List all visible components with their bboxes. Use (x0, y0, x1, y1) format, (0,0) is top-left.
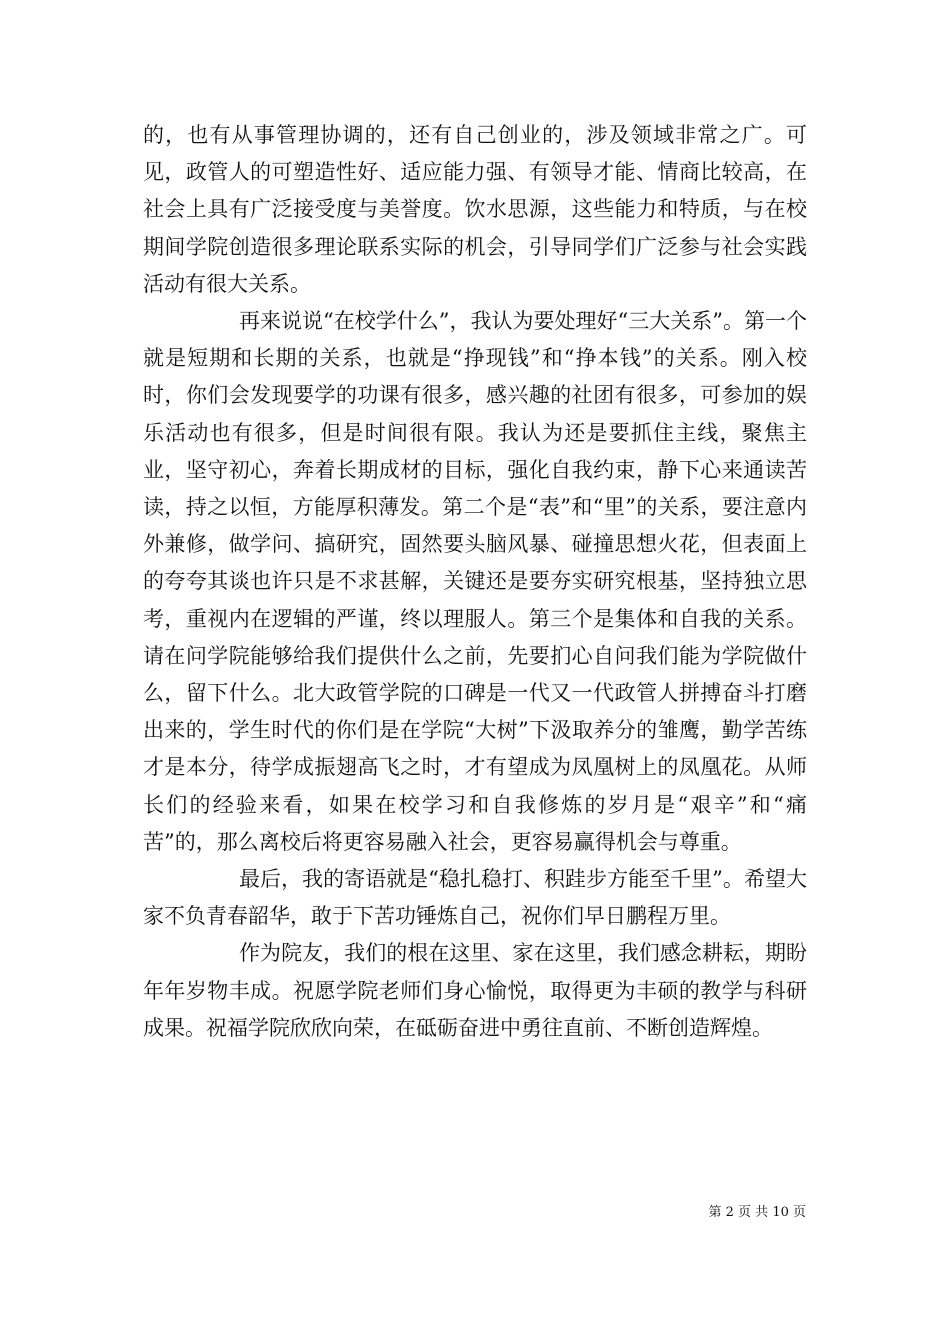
paragraph-2: 再来说说“在校学什么”，我认为要处理好“三大关系”。第一个就是短期和长期的关系，也就是“挣现钱”和“挣本钱”的关系。刚入校时，你们会发现要学的功课有很多，感兴趣的社团有很多，可参加的娱乐活动也有很多，但是时间很有限。我认为还是要抓住主线，聚焦主业，坚守初心，奔着长期成材的目标，强化自我约束，静下心来通读苦读，持之以恒，方能厚积薄发。第二个是“表”和“里”的关系，要注意内外兼修，做学问、搞研究，固然要头脑风暴、碰撞思想火花，但表面上的夸夸其谈也许只是不求甚解，关键还是要夯实研究根基，坚持独立思考，重视内在逻辑的严谨，终以理服人。第三个是集体和自我的关系。请在问学院能够给我们提供什么之前，先要扪心自问我们能为学院做什么，留下什么。北大政管学院的口碑是一代又一代政管人拼搏奋斗打磨出来的，学生时代的你们是在学院“大树”下汲取养分的雏鹰，勤学苦练才是本分，待学成振翅高飞之时，才有望成为凤凰树上的凤凰花。从师长们的经验来看，如果在校学习和自我修炼的岁月是“艰辛”和“痛苦”的，那么离校后将更容易融入社会，更容易赢得机会与尊重。 (143, 309, 807, 854)
paragraph-1: 的，也有从事管理协调的，还有自己创业的，涉及领域非常之广。可见，政管人的可塑造性好、适应能力强、有领导才能、情商比较高，在社会上具有广泛接受度与美誉度。饮水思源，这些能力和特质，与在校期间学院创造很多理论联系实际的机会，引导同学们广泛参与社会实践活动有很大关系。 (143, 123, 807, 296)
body-text (143, 117, 807, 1047)
paragraph-4: 作为院友，我们的根在这里、家在这里，我们感念耕耘，期盼年年岁物丰成。祝愿学院老师们身心愉悦，取得更为丰硕的教学与科研成果。祝福学院欣欣向荣，在砥砺奋进中勇往直前、不断创造辉煌。 (143, 941, 807, 1040)
paragraph-3: 最后，我的寄语就是“稳扎稳打、积跬步方能至千里”。希望大家不负青春韶华，敢于下苦功锤炼自己，祝你们早日鹏程万里。 (143, 867, 807, 929)
page-number: 第 2 页 共 10 页 (708, 1205, 806, 1220)
